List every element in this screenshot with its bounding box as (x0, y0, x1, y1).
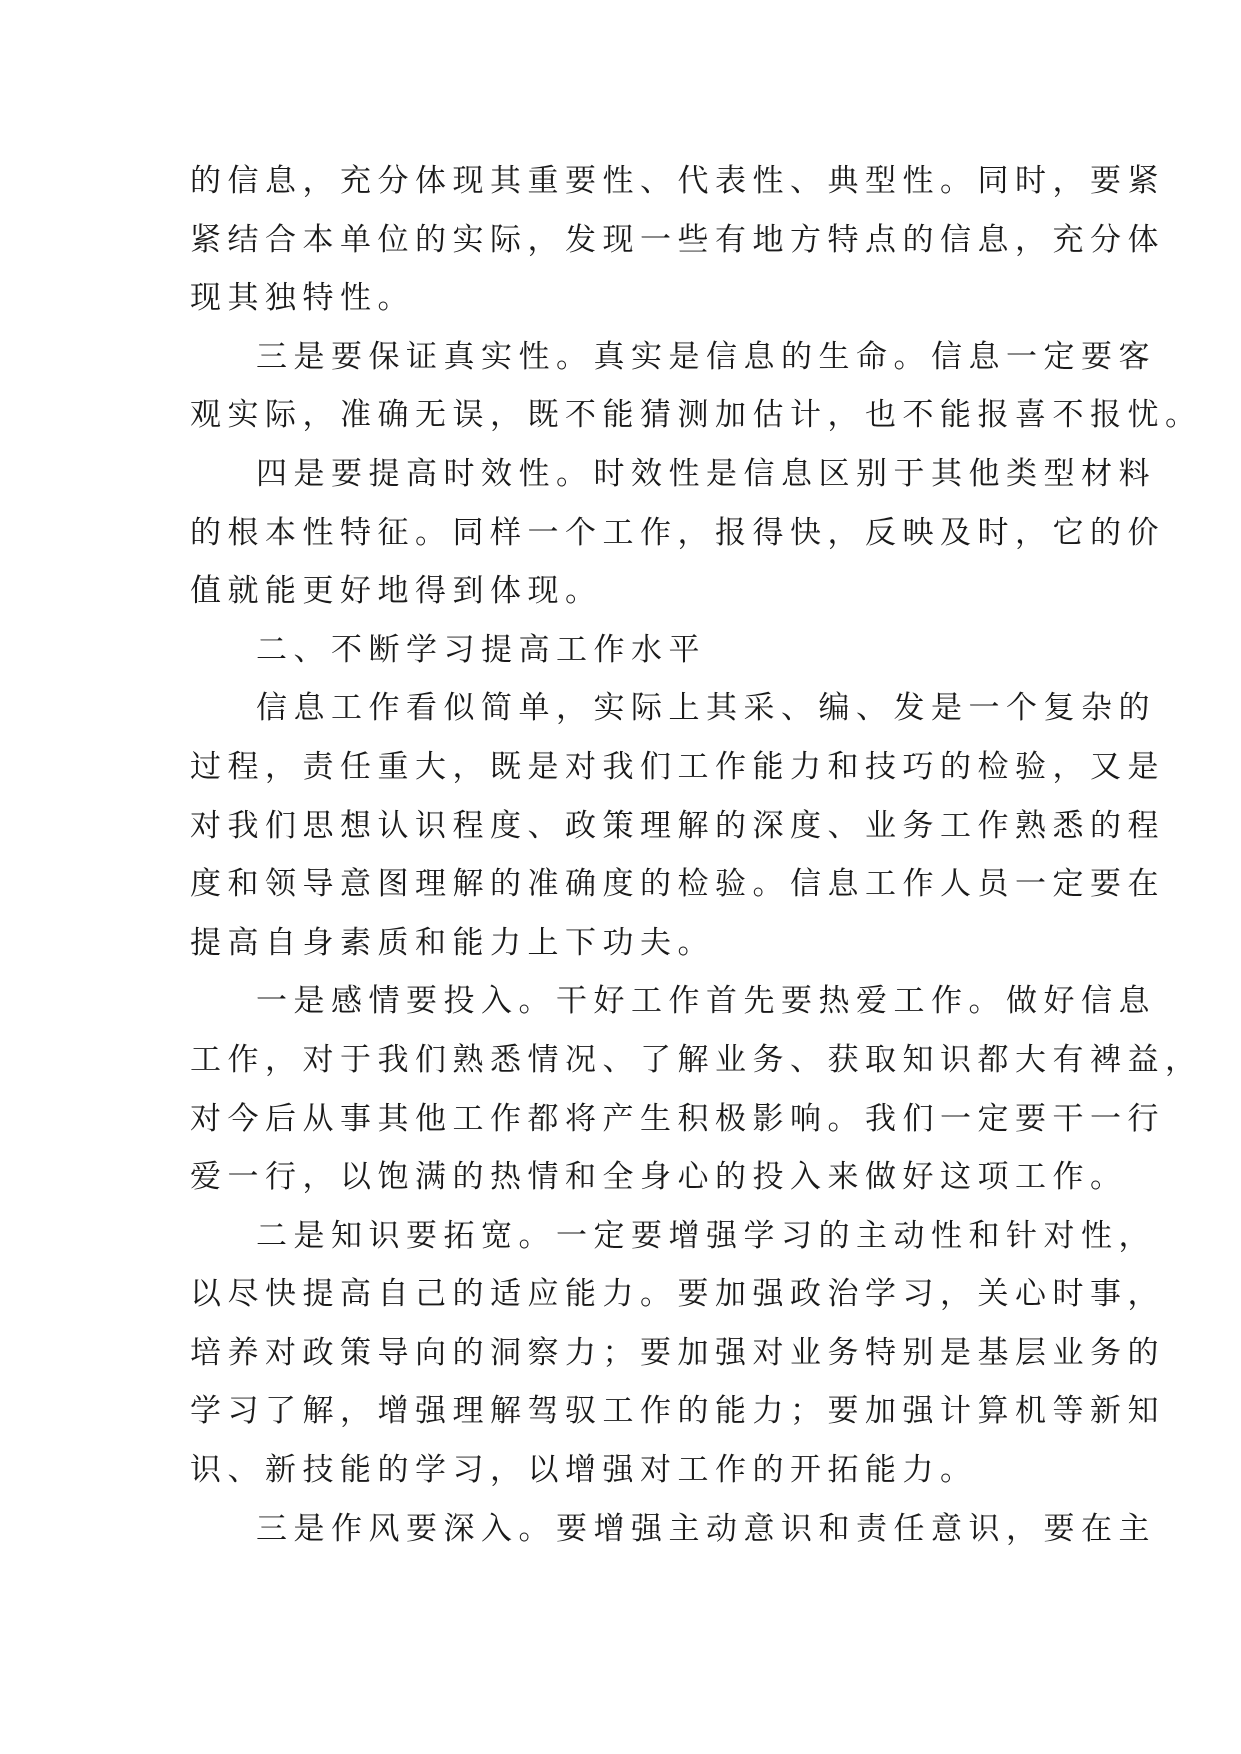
text-line: 对我们思想认识程度、政策理解的深度、业务工作熟悉的程 (190, 807, 1165, 844)
text-line: 提高自身素质和能力上下功夫。 (190, 924, 715, 961)
text-line: 现其独特性。 (190, 280, 415, 317)
text-line: 工作，对于我们熟悉情况、了解业务、获取知识都大有裨益， (190, 1041, 1203, 1078)
text-line: 的信息，充分体现其重要性、代表性、典型性。同时，要紧 (190, 163, 1165, 199)
text-line: 值就能更好地得到体现。 (190, 573, 603, 610)
text-line: 识、新技能的学习，以增强对工作的开拓能力。 (190, 1452, 978, 1489)
text-line: 的根本性特征。同样一个工作，报得快，反映及时，它的价 (190, 514, 1165, 551)
paragraph-first-line: 信息工作看似简单，实际上其采、编、发是一个复杂的 (256, 690, 1156, 727)
body-text (190, 152, 1203, 1558)
paragraph-first-line: 二是知识要拓宽。一定要增强学习的主动性和针对性， (256, 1217, 1156, 1254)
text-line: 爱一行，以饱满的热情和全身心的投入来做好这项工作。 (190, 1159, 1128, 1196)
paragraph-first-line: 三是作风要深入。要增强主动意识和责任意识，要在主 (256, 1510, 1156, 1547)
text-line: 度和领导意图理解的准确度的检验。信息工作人员一定要在 (190, 866, 1165, 903)
text-line: 过程，责任重大，既是对我们工作能力和技巧的检验，又是 (190, 748, 1165, 785)
paragraph-first-line: 四是要提高时效性。时效性是信息区别于其他类型材料 (256, 455, 1156, 492)
text-line: 培养对政策导向的洞察力；要加强对业务特别是基层业务的 (190, 1334, 1165, 1371)
text-line: 观实际，准确无误，既不能猜测加估计，也不能报喜不报忧。 (190, 397, 1203, 434)
section-heading: 二、不断学习提高工作水平 (256, 631, 706, 668)
text-line: 紧结合本单位的实际，发现一些有地方特点的信息，充分体 (190, 221, 1165, 258)
text-line: 学习了解，增强理解驾驭工作的能力；要加强计算机等新知 (190, 1393, 1165, 1430)
paragraph-first-line: 三是要保证真实性。真实是信息的生命。信息一定要客 (256, 338, 1156, 375)
text-line: 对今后从事其他工作都将产生积极影响。我们一定要干一行 (190, 1100, 1165, 1137)
text-line: 以尽快提高自己的适应能力。要加强政治学习，关心时事， (190, 1276, 1165, 1313)
paragraph-first-line: 一是感情要投入。干好工作首先要热爱工作。做好信息 (256, 983, 1156, 1020)
